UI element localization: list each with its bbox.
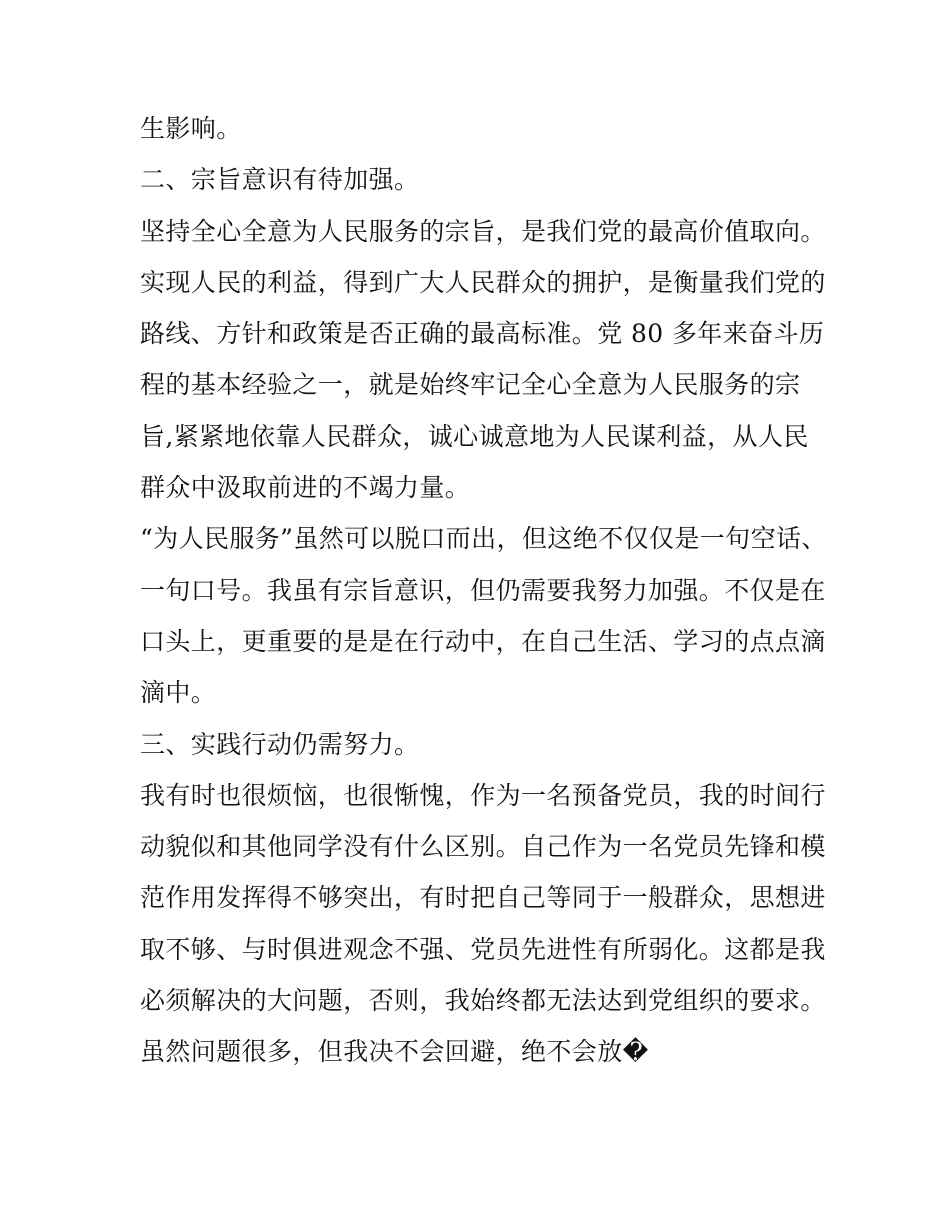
text-line: “为人民服务”虽然可以脱口而出，但这绝不仅仅是一句空话、 (140, 524, 827, 554)
text-line: 动貌似和其他同学没有什么区别。自己作为一名党员先锋和模 (140, 832, 826, 862)
text-line: 必须解决的大问题，否则，我始终都无法达到党组织的要求。 (140, 986, 826, 1016)
text-line: 一句口号。我虽有宗旨意识，但仍需要我努力加强。不仅是在 (140, 575, 826, 605)
body-text (140, 103, 830, 1078)
text-line: 旨,紧紧地依靠人民群众，诚心诚意地为人民谋利益，从人民 (140, 421, 809, 451)
text-line: 滴中。 (140, 678, 217, 708)
section-heading: 二、宗旨意识有待加强。 (140, 165, 420, 195)
text-line: 实现人民的利益，得到广大人民群众的拥护，是衡量我们党的 (140, 267, 826, 297)
section-heading: 三、实践行动仍需努力。 (140, 729, 420, 759)
text-line: 程的基本经验之一，就是始终牢记全心全意为人民服务的宗 (140, 370, 801, 400)
text-line: 取不够、与时俱进观念不强、党员先进性有所弱化。这都是我 (140, 934, 826, 964)
text-line: 群众中汲取前进的不竭力量。 (140, 473, 471, 503)
text-line: 生影响。 (140, 114, 242, 143)
text-line: 我有时也很烦恼，也很惭愧，作为一名预备党员，我的时间行 (140, 780, 826, 810)
text-line: 口头上，更重要的是是在行动中，在自己生活、学习的点点滴 (140, 626, 826, 656)
text-line: 虽然问题很多，但我决不会回避，绝不会放� (140, 1037, 649, 1067)
text-line: 范作用发挥得不够突出，有时把自己等同于一般群众，思想进 (140, 883, 826, 913)
text-line: 坚持全心全意为人民服务的宗旨，是我们党的最高价值取向。 (140, 216, 826, 246)
text-line: 路线、方针和政策是否正确的最高标准。党 80 多年来奋斗历 (140, 319, 825, 349)
